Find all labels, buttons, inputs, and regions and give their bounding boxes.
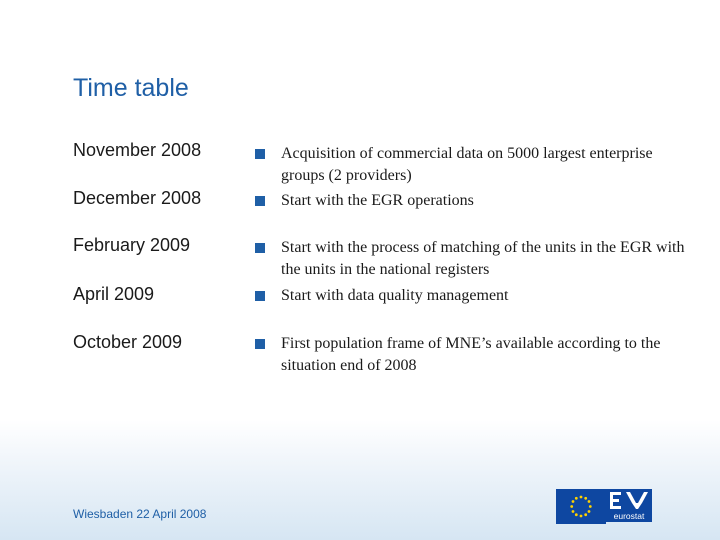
eu-flag-icon bbox=[556, 489, 606, 524]
bullet-text: Start with the EGR operations bbox=[281, 192, 474, 209]
date-december-2008: December 2008 bbox=[73, 188, 202, 208]
bullet-item bbox=[255, 237, 695, 281]
date-april-2009: April 2009 bbox=[73, 284, 155, 304]
date-november-2008: November 2008 bbox=[73, 140, 202, 160]
bullet-text: Start with the process of matching of the units in the EGR with the units in the national registers bbox=[281, 239, 685, 278]
square-bullet-icon bbox=[255, 339, 265, 349]
date-october-2009: October 2009 bbox=[73, 332, 183, 352]
bullet-item bbox=[255, 285, 695, 307]
estat-mark-icon bbox=[606, 489, 652, 522]
date-february-2009: February 2009 bbox=[73, 235, 191, 255]
square-bullet-icon bbox=[255, 196, 265, 206]
square-bullet-icon bbox=[255, 243, 265, 253]
square-bullet-icon bbox=[255, 291, 265, 301]
footer-location-date: Wiesbaden 22 April 2008 bbox=[73, 507, 207, 521]
slide-title: Time table bbox=[73, 74, 189, 102]
eurostat-wordmark: eurostat bbox=[613, 511, 645, 521]
bullet-item bbox=[255, 190, 695, 212]
eurostat-logo bbox=[556, 489, 652, 522]
bullet-item bbox=[255, 333, 695, 377]
bullet-text: Acquisition of commercial data on 5000 largest enterprise groups (2 providers) bbox=[281, 145, 653, 184]
bullet-item bbox=[255, 143, 695, 187]
bullet-text: Start with data quality management bbox=[281, 287, 509, 304]
bullet-text: First population frame of MNE’s available according to the situation end of 2008 bbox=[281, 335, 661, 374]
square-bullet-icon bbox=[255, 149, 265, 159]
